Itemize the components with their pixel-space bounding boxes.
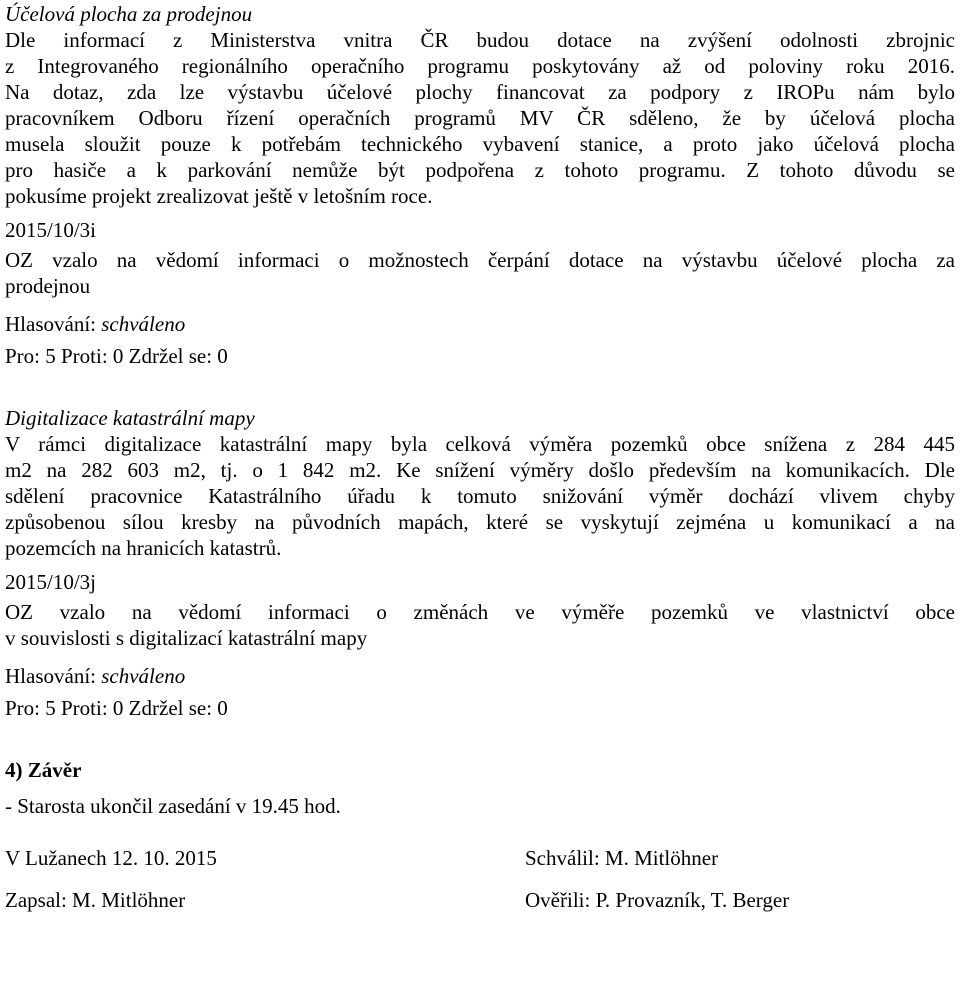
section-heading: Účelová plocha za prodejnou [5,2,253,26]
vote-counts: Pro: 5 Proti: 0 Zdržel se: 0 [5,344,228,368]
resolution-line: prodejnou [5,274,91,298]
vote-result: schváleno [101,664,186,688]
closing-title: 4) Závěr [5,758,82,782]
resolution-line: OZ vzalo na vědomí informaci o změnách ve výměře pozemků ve vlastnictví obce [5,600,955,624]
signature-row [5,887,955,913]
vote-label: Hlasování: [5,312,96,336]
resolution-text [5,247,955,299]
resolution-text [5,599,955,651]
resolution-id: 2015/10/3j [5,570,97,594]
paragraph-line: Dle informací z Ministerstva vnitra ČR budou dotace na zvýšení odolnosti zbrojnic [5,28,955,52]
approved-by: Schválil: M. Mitlöhner [525,846,719,870]
resolution-id: 2015/10/3i [5,218,97,242]
document-page [5,1,955,913]
recorded-by: Zapsal: M. Mitlöhner [5,888,186,912]
resolution-line: v souvislosti s digitalizací katastrální mapy [5,626,368,650]
vote-label: Hlasování: [5,664,96,688]
vote-line [5,663,955,689]
paragraph-line: způsobenou sílou kresby na původních mapách, které se vyskytují zejména u komunikací a na [5,510,955,534]
paragraph-line: V rámci digitalizace katastrální mapy byla celková výměra pozemků obce snížena z 284 445 [5,432,955,456]
section-heading: Digitalizace katastrální mapy [5,406,255,430]
place-date: V Lužanech 12. 10. 2015 [5,846,217,870]
section-paragraph [5,431,955,561]
vote-line [5,311,955,337]
closing-text: - Starosta ukončil zasedání v 19.45 hod. [5,794,341,818]
verified-by: Ověřili: P. Provazník, T. Berger [525,888,790,912]
paragraph-line: m2 na 282 603 m2, tj. o 1 842 m2. Ke snížení výměry došlo především na komunikacích. Dle [5,458,955,482]
vote-counts: Pro: 5 Proti: 0 Zdržel se: 0 [5,696,228,720]
paragraph-line: z Integrovaného regionálního operačního programu poskytovány až od poloviny roku 2016. [5,54,955,78]
signature-row [5,845,955,871]
vote-result: schváleno [101,312,186,336]
paragraph-line: Na dotaz, zda lze výstavbu účelové plochy financovat za podpory z IROPu nám bylo [5,80,955,104]
paragraph-line: pro hasiče a k parkování nemůže být podpořena z tohoto programu. Z tohoto důvodu se [5,158,955,182]
resolution-line: OZ vzalo na vědomí informaci o možnostech čerpání dotace na výstavbu účelové plocha za [5,248,955,272]
paragraph-line: pracovníkem Odboru řízení operačních programů MV ČR sděleno, že by účelová plocha [5,106,955,130]
paragraph-line: pozemcích na hranicích katastrů. [5,536,282,560]
paragraph-line: musela sloužit pouze k potřebám technického vybavení stanice, a proto jako účelová plocha [5,132,955,156]
section-paragraph [5,27,955,209]
paragraph-line: sdělení pracovnice Katastrálního úřadu k tomuto snižování výměr dochází vlivem chyby [5,484,955,508]
paragraph-line: pokusíme projekt zrealizovat ještě v letošním roce. [5,184,433,208]
